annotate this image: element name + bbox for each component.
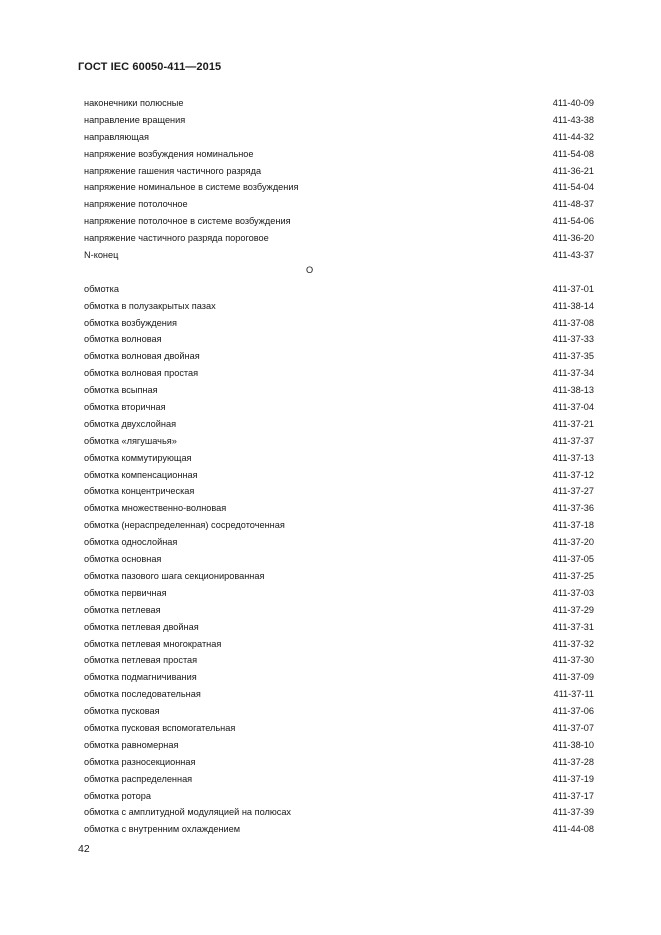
term-index: [84, 95, 594, 838]
entry-term: обмотка коммутирующая: [84, 452, 192, 463]
index-entry: [84, 585, 594, 602]
index-entry: [84, 230, 594, 247]
index-entry: [84, 636, 594, 653]
entry-term: обмотка петлевая простая: [84, 655, 198, 666]
entry-code: 411-37-13: [552, 452, 594, 463]
index-entry: [84, 365, 594, 382]
index-entry: [84, 703, 594, 720]
entry-code: 411-37-31: [552, 621, 594, 632]
entry-term: напряжение потолочное в системе возбуждения: [84, 216, 291, 227]
entry-code: 411-37-03: [552, 587, 594, 598]
index-entry: [84, 771, 594, 788]
entry-code: 411-37-04: [552, 402, 594, 413]
entry-term: обмотка петлевая: [84, 604, 161, 615]
entry-term: обмотка волновая двойная: [84, 351, 200, 362]
entry-code: 411-37-05: [552, 554, 594, 565]
entry-term: обмотка однослойная: [84, 537, 178, 548]
entry-code: 411-37-11: [553, 689, 594, 700]
entry-code: 411-38-14: [552, 300, 594, 311]
entry-term: обмотка пусковая: [84, 706, 160, 717]
entry-code: 411-37-07: [552, 722, 594, 733]
index-entry: [84, 500, 594, 517]
entry-code: 411-38-13: [552, 385, 594, 396]
entry-code: 411-43-38: [552, 114, 594, 125]
entry-term: напряжение возбуждения номинальное: [84, 148, 254, 159]
entry-code: 411-37-35: [552, 351, 594, 362]
entry-code: 411-37-21: [552, 418, 594, 429]
index-entry: [84, 619, 594, 636]
index-entry: [84, 568, 594, 585]
index-entry: [84, 95, 594, 112]
entry-term: направление вращения: [84, 114, 186, 125]
entry-code: 411-37-37: [552, 435, 594, 446]
index-entry: [84, 534, 594, 551]
entry-code: 411-37-19: [552, 773, 594, 784]
entry-term: обмотка пазового шага секционированная: [84, 570, 265, 581]
entry-term: обмотка первичная: [84, 587, 167, 598]
entry-code: 411-38-10: [552, 739, 594, 750]
entry-code: 411-48-37: [552, 199, 594, 210]
index-entry: [84, 331, 594, 348]
entry-code: 411-37-32: [552, 638, 594, 649]
index-entry: [84, 754, 594, 771]
entry-term: обмотка: [84, 283, 119, 294]
entry-code: 411-37-09: [552, 672, 594, 683]
entry-term: обмотка концентрическая: [84, 486, 195, 497]
entry-term: напряжение потолочное: [84, 199, 188, 210]
index-entry: [84, 602, 594, 619]
entry-term: обмотка всыпная: [84, 385, 158, 396]
index-entry: [84, 315, 594, 332]
entry-code: 411-44-32: [552, 131, 594, 142]
entry-term: обмотка основная: [84, 554, 162, 565]
index-entry: [84, 483, 594, 500]
entry-code: 411-37-29: [552, 604, 594, 615]
entry-code: 411-37-08: [552, 317, 594, 328]
entry-term: обмотка компенсационная: [84, 469, 198, 480]
entry-code: 411-37-33: [552, 334, 594, 345]
entry-term: обмотка в полузакрытых пазах: [84, 300, 216, 311]
entry-term: обмотка с амплитудной модуляцией на полюсах: [84, 807, 292, 818]
entry-term: обмотка «лягушачья»: [84, 435, 177, 446]
entry-code: 411-37-27: [552, 486, 594, 497]
entry-term: обмотка распределенная: [84, 773, 193, 784]
index-entry: [84, 669, 594, 686]
entry-term: напряжение частичного разряда пороговое: [84, 233, 269, 244]
index-entry: [84, 686, 594, 703]
index-entry: [84, 348, 594, 365]
index-group-n: [84, 95, 594, 264]
index-entry: [84, 551, 594, 568]
index-entry: [84, 281, 594, 298]
entry-code: 411-43-37: [552, 250, 594, 261]
entry-term: обмотка с внутренним охлаждением: [84, 824, 241, 835]
entry-code: 411-37-20: [552, 537, 594, 548]
entry-code: 411-54-08: [552, 148, 594, 159]
entry-code: 411-37-17: [552, 790, 594, 801]
entry-code: 411-54-06: [552, 216, 594, 227]
entry-term: напряжение номинальное в системе возбуждения: [84, 182, 299, 193]
entry-term: обмотка возбуждения: [84, 317, 177, 328]
entry-code: 411-44-08: [552, 824, 594, 835]
entry-term: обмотка петлевая двойная: [84, 621, 199, 632]
index-entry: [84, 382, 594, 399]
entry-code: 411-37-30: [552, 655, 594, 666]
entry-code: 411-37-25: [552, 570, 594, 581]
document-header: ГОСТ IEC 60050-411—2015: [78, 61, 222, 73]
index-entry: [84, 298, 594, 315]
entry-term: обмотка волновая простая: [84, 368, 199, 379]
index-entry: [84, 163, 594, 180]
entry-term: напряжение гашения частичного разряда: [84, 165, 262, 176]
entry-term: обмотка ротора: [84, 790, 151, 801]
entry-term: направляющая: [84, 131, 149, 142]
index-entry: [84, 788, 594, 805]
index-entry: [84, 129, 594, 146]
index-entry: [84, 213, 594, 230]
section-letter-row: [84, 264, 594, 281]
index-entry: [84, 247, 594, 264]
index-entry: [84, 416, 594, 433]
entry-code: 411-36-20: [552, 233, 594, 244]
entry-term: обмотка (нераспределенная) сосредоточенная: [84, 520, 285, 531]
entry-term: обмотка равномерная: [84, 739, 179, 750]
entry-term: наконечники полюсные: [84, 98, 184, 108]
index-entry: [84, 179, 594, 196]
index-group-o: [84, 281, 594, 838]
entry-code: 411-37-01: [552, 283, 594, 294]
entry-code: 411-37-18: [552, 520, 594, 531]
entry-code: 411-54-04: [552, 182, 594, 193]
index-entry: [84, 737, 594, 754]
page-number: 42: [78, 843, 90, 855]
index-entry: [84, 804, 594, 821]
entry-code: 411-37-39: [552, 807, 594, 818]
index-entry: [84, 467, 594, 484]
entry-term: обмотка двухслойная: [84, 418, 177, 429]
entry-code: 411-37-34: [552, 368, 594, 379]
index-entry: [84, 399, 594, 416]
index-entry: [84, 112, 594, 129]
index-entry: [84, 720, 594, 737]
entry-code: 411-37-06: [552, 706, 594, 717]
entry-code: 411-36-21: [552, 165, 594, 176]
index-entry: [84, 517, 594, 534]
index-entry: [84, 652, 594, 669]
entry-code: 411-37-36: [552, 503, 594, 514]
entry-code: 411-40-09: [552, 98, 594, 108]
entry-term: обмотка волновая: [84, 334, 162, 345]
entry-term: обмотка множественно-волновая: [84, 503, 227, 514]
index-entry: [84, 821, 594, 838]
entry-term: обмотка подмагничивания: [84, 672, 197, 683]
index-entry: [84, 433, 594, 450]
index-entry: [84, 146, 594, 163]
section-letter: О: [306, 264, 314, 275]
index-entry: [84, 450, 594, 467]
entry-term: N-конец: [84, 250, 119, 261]
entry-term: обмотка разносекционная: [84, 756, 196, 767]
index-entry: [84, 196, 594, 213]
entry-code: 411-37-12: [552, 469, 594, 480]
entry-term: обмотка последовательная: [84, 689, 201, 700]
entry-code: 411-37-28: [552, 756, 594, 767]
entry-term: обмотка вторичная: [84, 402, 166, 413]
entry-term: обмотка петлевая многократная: [84, 638, 222, 649]
entry-term: обмотка пусковая вспомогательная: [84, 722, 236, 733]
